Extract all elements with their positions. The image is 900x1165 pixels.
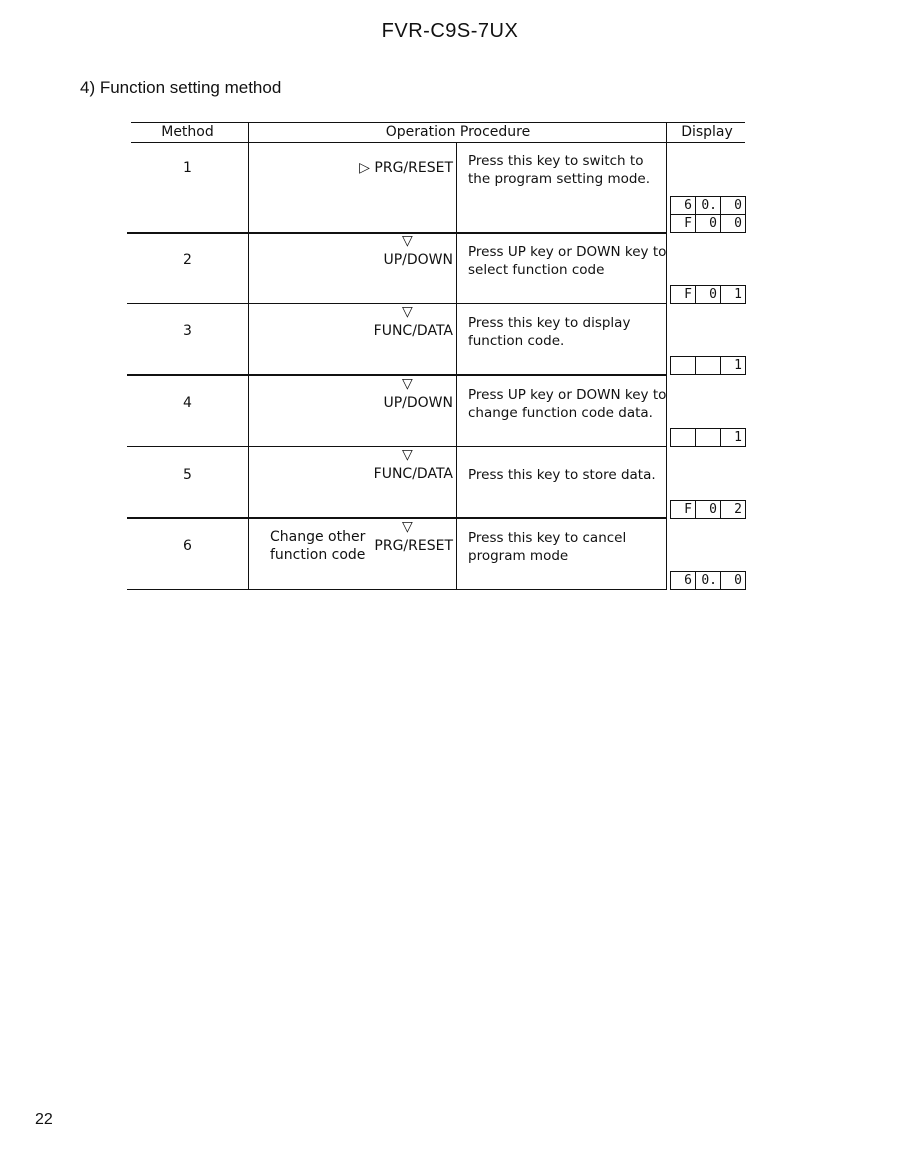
col-header-display: Display [681, 124, 733, 140]
row-rule [127, 374, 667, 376]
step-description: Press this key to display function code. [468, 315, 631, 349]
display-readout [670, 356, 746, 375]
display-digit: 0. [695, 572, 720, 589]
display-digit: F [684, 216, 692, 231]
display-digit: 2 [720, 501, 745, 518]
down-triangle-icon: ▽ [402, 447, 413, 463]
display-digit: 0 [720, 215, 745, 232]
key-label: FUNC/DATA [373, 466, 453, 482]
step-description: Press this key to store data. [468, 467, 656, 483]
col-header-procedure: Operation Procedure [385, 124, 531, 140]
display-digit: 1 [720, 357, 745, 374]
row-rule [127, 232, 667, 234]
row-rule [127, 517, 667, 519]
col-header-method: Method [161, 124, 214, 140]
step-description: Press UP key or DOWN key to select function code [468, 244, 667, 278]
display-readout [670, 571, 746, 590]
method-number: 2 [183, 252, 192, 268]
display-digit: F [684, 502, 692, 517]
step-description: Press UP key or DOWN key to change function code data. [468, 387, 667, 421]
display-digit [695, 429, 720, 446]
key-label [253, 160, 453, 176]
key-label: PRG/RESET [374, 538, 453, 554]
col-divider [248, 122, 249, 590]
procedure-table [127, 122, 747, 592]
display-readout [670, 285, 746, 304]
col-divider [666, 122, 667, 590]
display-readout [670, 196, 746, 215]
display-digit: 1 [720, 286, 745, 303]
display-readout [670, 500, 746, 519]
down-triangle-icon: ▽ [402, 233, 413, 249]
display-digit [695, 357, 720, 374]
change-other-note: Change other function code [270, 529, 366, 563]
display-digit: 0 [720, 572, 745, 589]
down-triangle-icon: ▽ [402, 376, 413, 392]
step-description: Press this key to switch to the program setting mode. [468, 153, 651, 187]
key-name: PRG/RESET [374, 160, 453, 176]
col-divider [456, 142, 457, 590]
display-digit: 6 [684, 198, 692, 213]
display-digit: 6 [684, 573, 692, 588]
key-label: UP/DOWN [383, 395, 453, 411]
display-readout [670, 428, 746, 447]
display-digit: 0 [695, 215, 720, 232]
page-number: 22 [35, 1111, 53, 1128]
right-triangle-icon: ▷ [359, 160, 370, 176]
header-bottom-rule [131, 142, 745, 143]
method-number: 1 [183, 160, 192, 176]
method-number: 3 [183, 323, 192, 339]
display-digit: 0. [695, 197, 720, 214]
row-rule [127, 446, 667, 447]
key-label: FUNC/DATA [373, 323, 453, 339]
display-digit: 1 [720, 429, 745, 446]
step-description: Press this key to cancel program mode [468, 530, 627, 564]
document-title: FVR-C9S-7UX [381, 20, 519, 42]
table-top-rule [131, 122, 745, 123]
display-digit: 0 [720, 197, 745, 214]
row-rule [127, 303, 667, 304]
display-digit [671, 429, 695, 446]
down-triangle-icon: ▽ [402, 519, 413, 535]
method-number: 6 [183, 538, 192, 554]
display-digit [671, 357, 695, 374]
display-digit: 0 [695, 501, 720, 518]
table-bottom-rule [127, 589, 667, 590]
key-label: UP/DOWN [383, 252, 453, 268]
display-digit: F [684, 287, 692, 302]
display-readout [670, 214, 746, 233]
section-heading: 4) Function setting method [80, 78, 282, 97]
method-number: 4 [183, 395, 192, 411]
down-triangle-icon: ▽ [402, 304, 413, 320]
display-digit: 0 [695, 286, 720, 303]
method-number: 5 [183, 467, 192, 483]
